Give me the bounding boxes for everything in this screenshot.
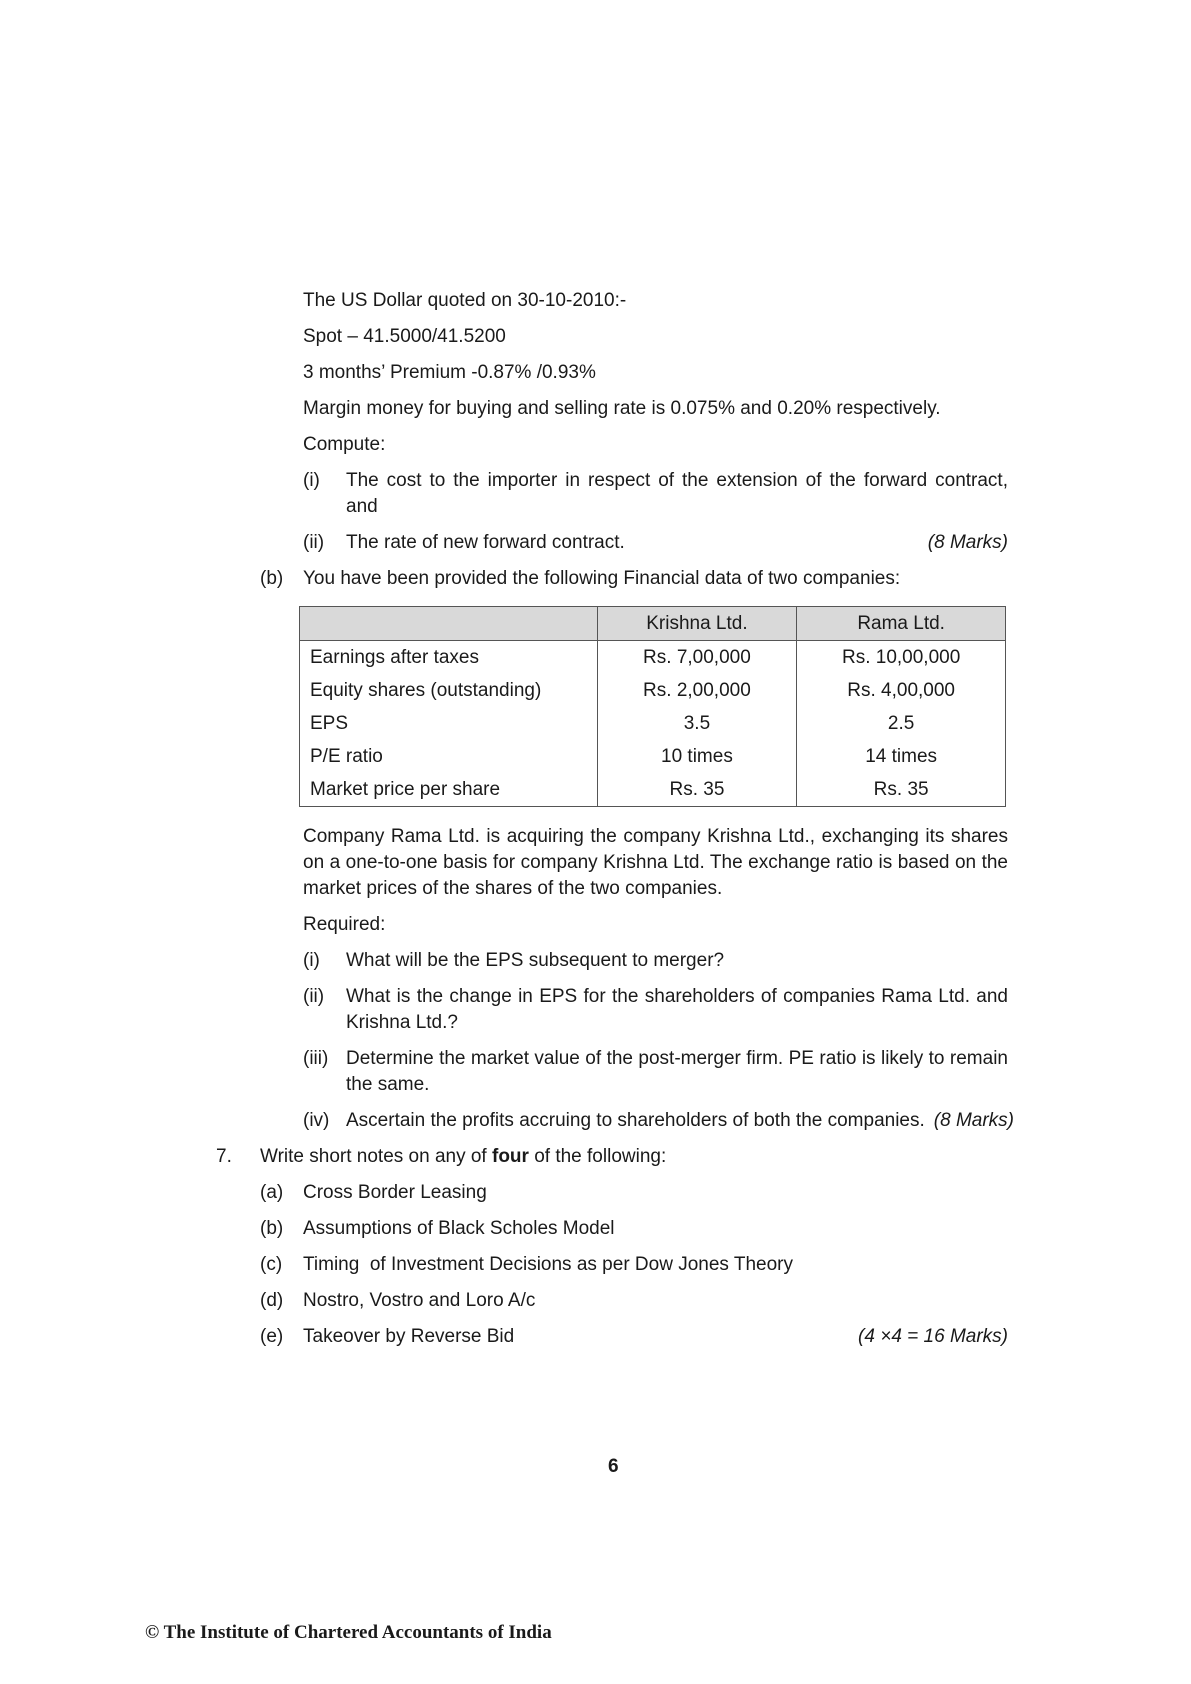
note-item-text: Timing of Investment Decisions as per Dow Jones Theory — [303, 1254, 793, 1275]
table-cell: Rs. 2,00,000 — [597, 674, 797, 707]
table-cell: P/E ratio — [300, 740, 598, 773]
table-cell: 10 times — [597, 740, 797, 773]
table-cell: Rs. 10,00,000 — [797, 641, 1006, 675]
financial-data-table — [299, 606, 1006, 807]
page-number: 6 — [608, 1456, 619, 1477]
note-item-letter: (a) — [260, 1182, 284, 1203]
spot-line: Spot – 41.5000/41.5200 — [303, 326, 506, 347]
part-b-intro: You have been provided the following Financial data of two companies: — [303, 568, 901, 589]
table-cell: 2.5 — [797, 707, 1006, 740]
question-number: (iv) — [303, 1110, 330, 1131]
intro-item-text: The cost to the importer in respect of the extension of the forward contract, and — [346, 470, 1008, 517]
required-label: Required: — [303, 914, 386, 935]
marks-label: (8 Marks) — [933, 1110, 1014, 1131]
table-header-cell — [300, 607, 598, 641]
q7-text-part: Write short notes on any of — [260, 1146, 492, 1167]
part-b-label: (b) — [260, 568, 284, 589]
question-7-number: 7. — [216, 1146, 232, 1167]
table-cell: Rs. 7,00,000 — [597, 641, 797, 675]
table-cell: EPS — [300, 707, 598, 740]
note-item-text: Takeover by Reverse Bid — [303, 1326, 515, 1347]
table-row — [300, 674, 1006, 707]
footer-copyright: © The Institute of Chartered Accountants of India — [145, 1622, 552, 1643]
note-item-text: Cross Border Leasing — [303, 1182, 487, 1203]
table-header-row — [300, 607, 1006, 641]
table-row — [300, 707, 1006, 740]
question-number: (ii) — [303, 986, 325, 1007]
marks-label: (4 ×4 = 16 Marks) — [858, 1326, 1008, 1347]
margin-line: Margin money for buying and selling rate is 0.075% and 0.20% respectively. — [303, 398, 941, 419]
q7-text-bold: four — [492, 1146, 529, 1167]
table-header-cell: Rama Ltd. — [797, 607, 1006, 641]
intro-item-text: The rate of new forward contract. — [346, 532, 625, 553]
table-cell: Earnings after taxes — [300, 641, 598, 675]
table-cell: Rs. 35 — [597, 773, 797, 807]
question-number: (iii) — [303, 1048, 329, 1069]
q7-text-part: of the following: — [528, 1146, 667, 1167]
table-cell: Rs. 35 — [797, 773, 1006, 807]
compute-label: Compute: — [303, 434, 386, 455]
table-row — [300, 740, 1006, 773]
question-text: What will be the EPS subsequent to merger? — [346, 950, 725, 971]
question-text: What is the change in EPS for the shareholders of companies Rama Ltd. and Krishna Ltd.? — [346, 986, 1008, 1033]
quote-line: The US Dollar quoted on 30-10-2010:- — [303, 290, 627, 311]
intro-item-number: (i) — [303, 470, 320, 491]
table-cell: 3.5 — [597, 707, 797, 740]
premium-line: 3 months’ Premium -0.87% /0.93% — [303, 362, 596, 383]
marks-label: (8 Marks) — [927, 532, 1008, 553]
note-item-letter: (d) — [260, 1290, 284, 1311]
note-item-letter: (e) — [260, 1326, 284, 1347]
part-b-description: Company Rama Ltd. is acquiring the company Krishna Ltd., exchanging its shares on a one-to-one basis for company Krishna Ltd. The exchange ratio is based on the market prices of the shares of the two companies. — [303, 826, 1008, 899]
table-header-cell: Krishna Ltd. — [597, 607, 797, 641]
table-cell: Equity shares (outstanding) — [300, 674, 598, 707]
note-item-letter: (b) — [260, 1218, 284, 1239]
table-cell: Market price per share — [300, 773, 598, 807]
question-text: Ascertain the profits accruing to shareholders of both the companies. — [346, 1110, 925, 1131]
table-row — [300, 773, 1006, 807]
question-7-text — [260, 1146, 666, 1168]
note-item-letter: (c) — [260, 1254, 283, 1275]
question-number: (i) — [303, 950, 320, 971]
intro-item-number: (ii) — [303, 532, 325, 553]
question-text: Determine the market value of the post-merger firm. PE ratio is likely to remain the same. — [346, 1048, 1008, 1095]
note-item-text: Nostro, Vostro and Loro A/c — [303, 1290, 536, 1311]
table-cell: 14 times — [797, 740, 1006, 773]
note-item-text: Assumptions of Black Scholes Model — [303, 1218, 615, 1239]
table-cell: Rs. 4,00,000 — [797, 674, 1006, 707]
table-row — [300, 641, 1006, 675]
